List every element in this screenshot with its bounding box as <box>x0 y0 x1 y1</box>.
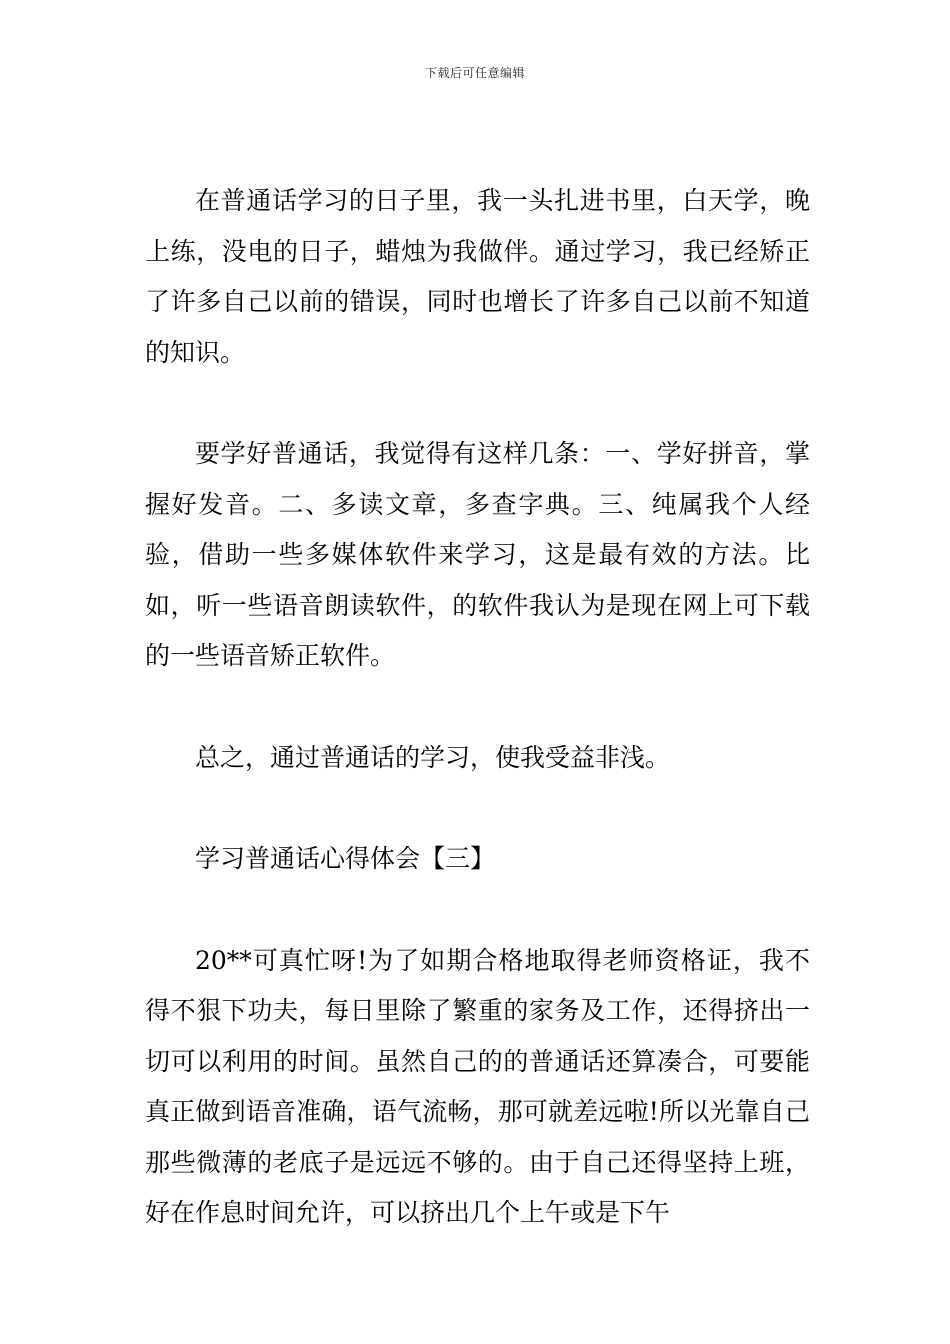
paragraph-conclusion: 总之，通过普通话的学习，使我受益非浅。 <box>195 742 671 772</box>
paragraph-study-days: 在普通话学习的日子里，我一头扎进书里，白天学，晚上练，没电的日子，蜡烛为我做伴。通过学习，我已经矫正了许多自己以前的错误，同时也增长了许多自己以前不知道的知识。 <box>145 186 810 367</box>
page-header: 下载后可任意编辑 <box>424 66 525 80</box>
section-heading: 学习普通话心得体会【三】 <box>195 844 496 873</box>
paragraph-busy-year: 20**可真忙呀!为了如期合格地取得老师资格证，我不得不狠下功夫，每日里除了繁重的家务及工作，还得挤出一切可以利用的时间。虽然自己的的普通话还算凑合，可要能真正做到语音准确，语气流畅，那可就差远啦!所以光靠自己那些微薄的老底子是远远不够的。由于自己还得坚持上班，好在作息时间允许，可以挤出几个上午或是下午 <box>145 945 810 1227</box>
document-body <box>145 176 810 1290</box>
paragraph-tips: 要学好普通话，我觉得有这样几条：一、学好拼音，掌握好发音。二、多读文章，多查字典。三、纯属我个人经验，借助一些多媒体软件来学习，这是最有效的方法。比如，听一些语音朗读软件，的软件我认为是现在网上可下载的一些语音矫正软件。 <box>145 439 810 670</box>
